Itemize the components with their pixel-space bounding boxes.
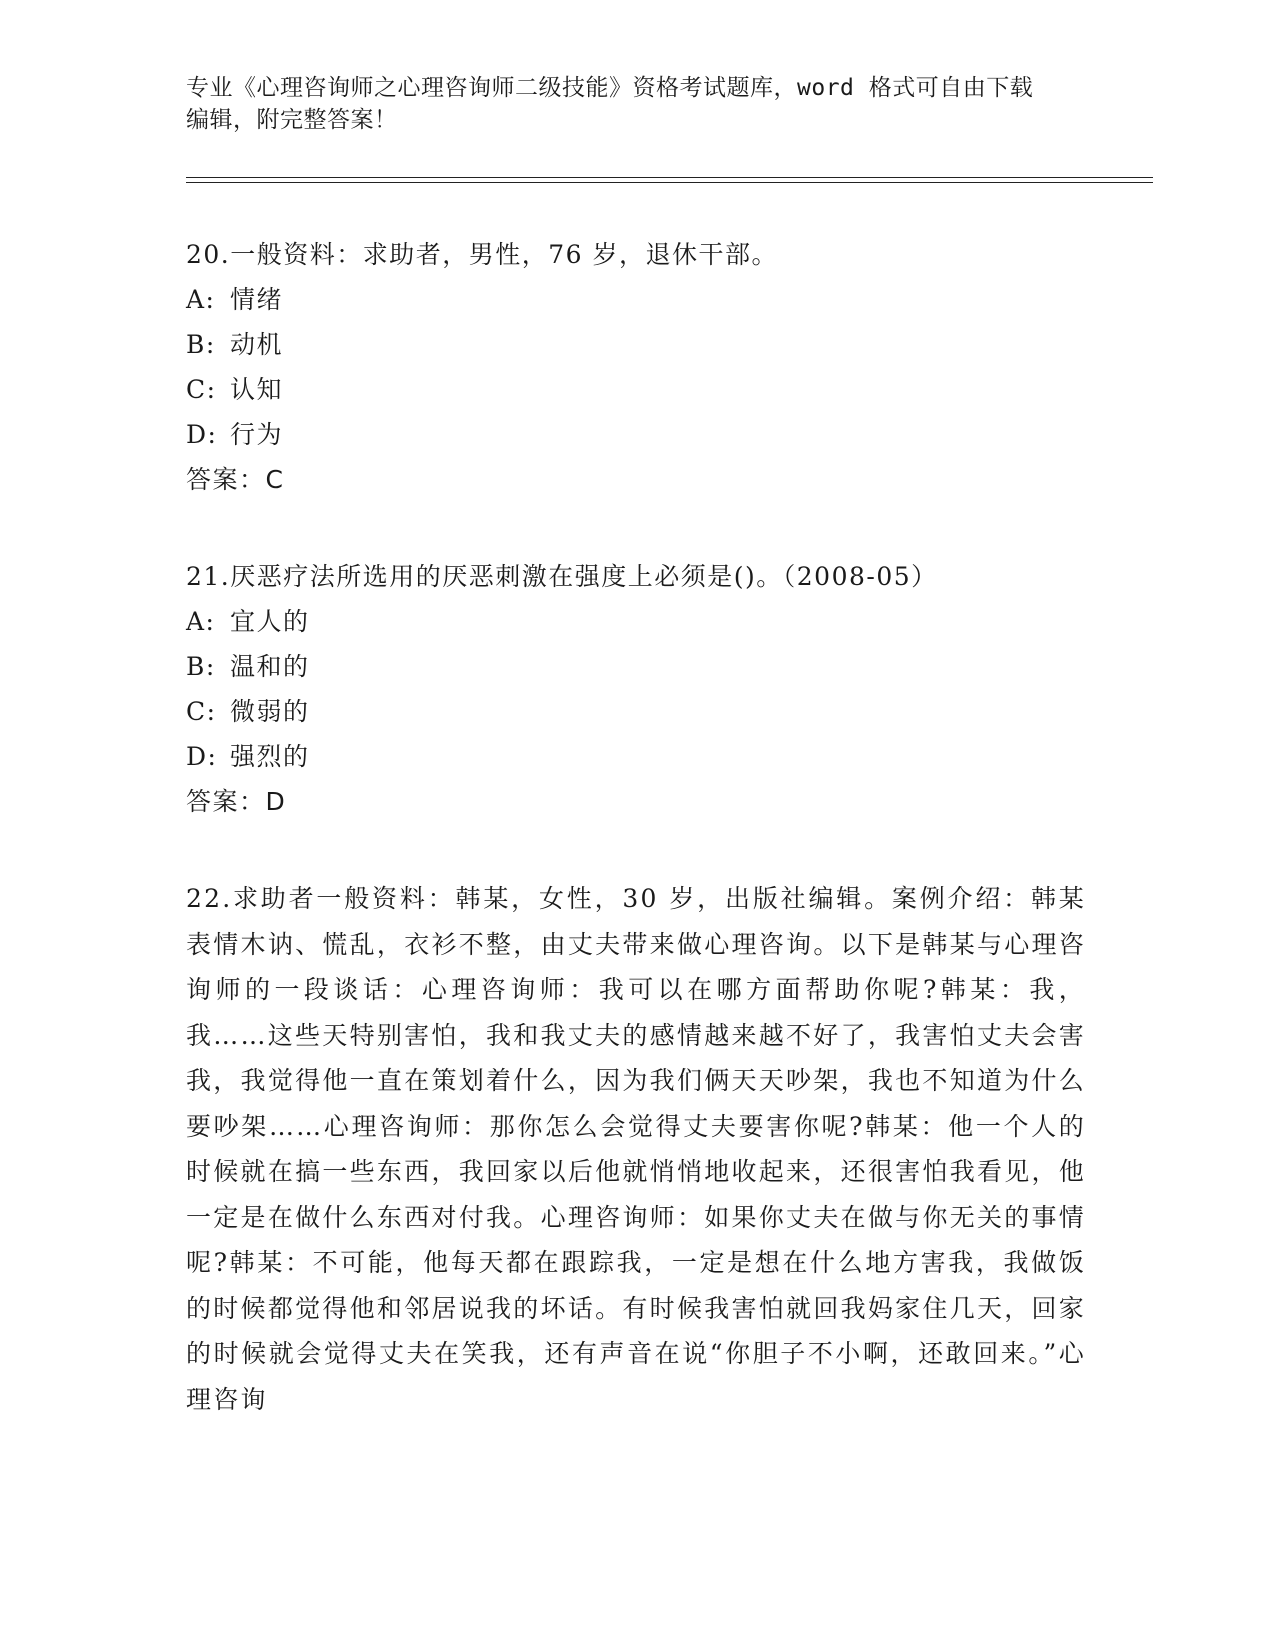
question-22	[186, 876, 1086, 1422]
option-label: B:	[186, 330, 216, 359]
option-label: B:	[186, 652, 216, 681]
question-21	[186, 554, 1086, 824]
option-c	[186, 367, 1086, 412]
option-label: D:	[186, 420, 218, 449]
question-stem: 20.一般资料：求助者，男性，76 岁，退休干部。	[186, 240, 779, 269]
header-divider-bottom	[186, 182, 1153, 183]
option-label: A:	[186, 607, 216, 636]
option-text: 认知	[230, 375, 284, 404]
question-20	[186, 232, 1086, 502]
option-text: 动机	[230, 330, 284, 359]
option-d	[186, 734, 1086, 779]
document-header	[186, 72, 1086, 136]
option-label: A:	[186, 285, 216, 314]
option-b	[186, 644, 1086, 689]
case-paragraph: 22.求助者一般资料：韩某，女性，30 岁，出版社编辑。案例介绍：韩某表情木讷、慌乱，衣衫不整，由丈夫带来做心理咨询。以下是韩某与心理咨询师的一段谈话：心理咨询师：我可以在哪方面帮助你呢?韩某：我，我……这些天特别害怕，我和我丈夫的感情越来越不好了，我害怕丈夫会害我，我觉得他一直在策划着什么，因为我们俩天天吵架，我也不知道为什么要吵架……心理咨询师：那你怎么会觉得丈夫要害你呢?韩某：他一个人的时候就在搞一些东西，我回家以后他就悄悄地收起来，还很害怕我看见，他一定是在做什么东西对付我。心理咨询师：如果你丈夫在做与你无关的事情呢?韩某：不可能，他每天都在跟踪我，一定是想在什么地方害我，我做饭的时候都觉得他和邻居说我的坏话。有时候我害怕就回我妈家住几天，回家的时候就会觉得丈夫在笑我，还有声音在说“你胆子不小啊，还敢回来。”心理咨询	[186, 884, 1086, 1414]
answer-line: 答案：C	[186, 465, 285, 494]
option-text: 温和的	[230, 652, 310, 681]
option-text: 情绪	[230, 285, 284, 314]
option-text: 微弱的	[230, 697, 310, 726]
option-label: C:	[186, 697, 217, 726]
header-line-1: 专业《心理咨询师之心理咨询师二级技能》资格考试题库，word 格式可自由下载	[186, 75, 1034, 101]
option-label: C:	[186, 375, 217, 404]
question-stem: 21.厌恶疗法所选用的厌恶刺激在强度上必须是()。（2008-05）	[186, 562, 938, 591]
option-d	[186, 412, 1086, 457]
option-a	[186, 277, 1086, 322]
option-text: 行为	[230, 420, 284, 449]
header-divider-top	[186, 177, 1153, 178]
option-a	[186, 599, 1086, 644]
answer-line: 答案：D	[186, 787, 287, 816]
question-list	[186, 232, 1086, 1474]
option-b	[186, 322, 1086, 367]
option-label: D:	[186, 742, 218, 771]
header-line-2: 编辑，附完整答案！	[186, 107, 398, 133]
option-c	[186, 689, 1086, 734]
option-text: 宜人的	[230, 607, 310, 636]
option-text: 强烈的	[230, 742, 310, 771]
